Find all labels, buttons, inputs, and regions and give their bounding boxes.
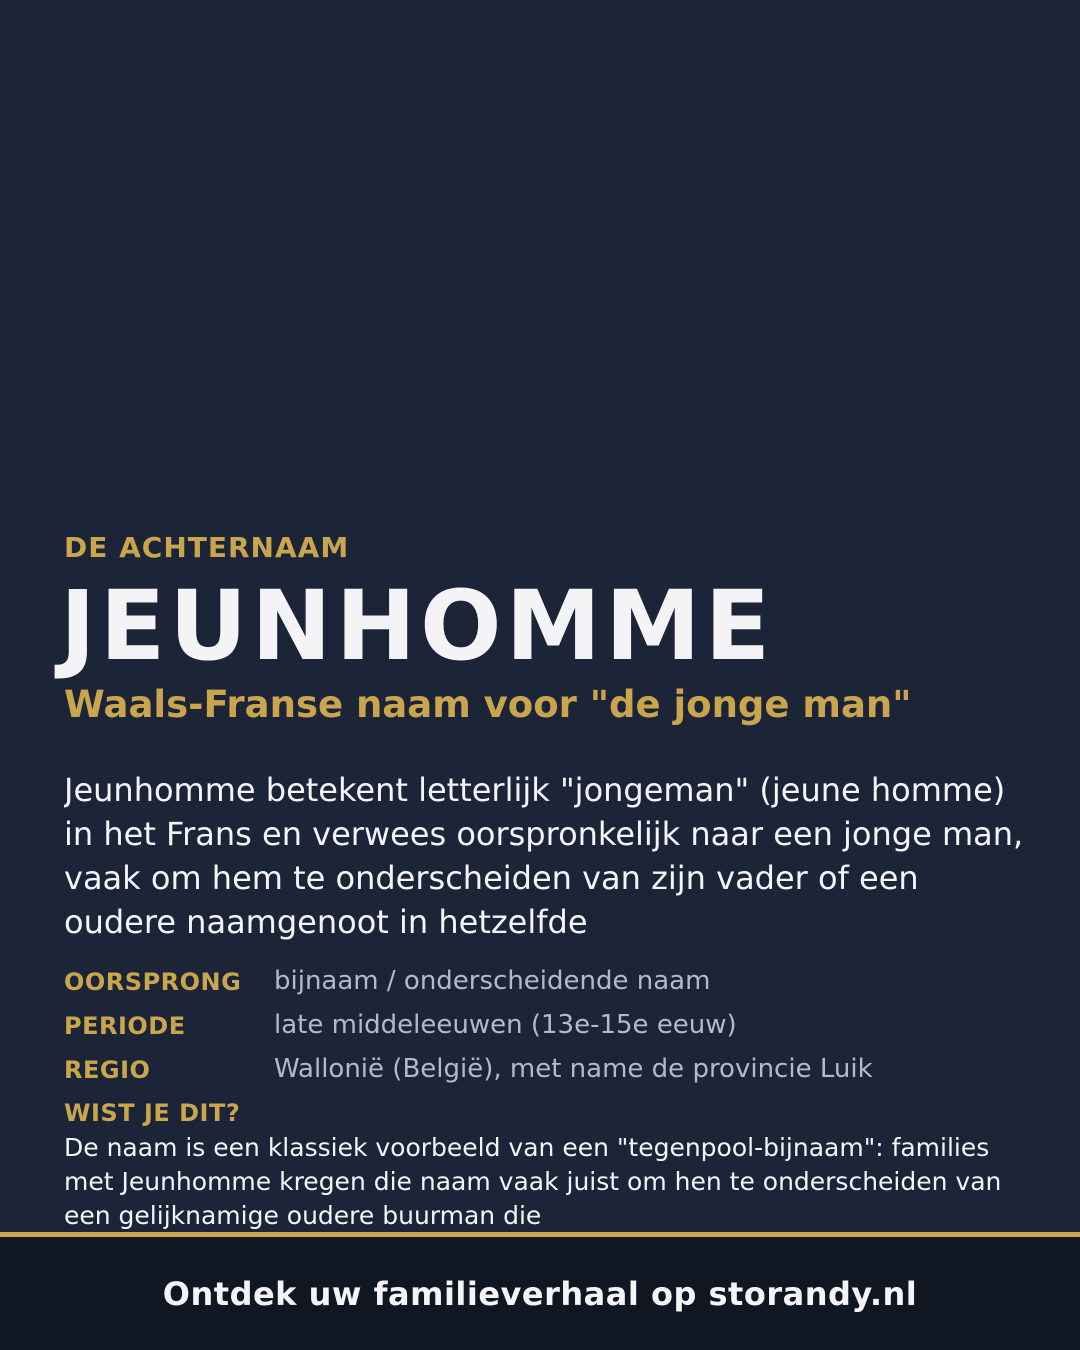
facts-list (64, 963, 1024, 1095)
fact-row-origin (64, 963, 1024, 1007)
fact-row-period (64, 1007, 1024, 1051)
fact-label: PERIODE (64, 1012, 186, 1040)
fact-value: Wallonië (België), met name de provincie Luik (274, 1054, 873, 1084)
footer-cta-text: Ontdek uw familieverhaal op storandy.nl (162, 1274, 918, 1313)
fact-label: OORSPRONG (64, 968, 242, 996)
surname-title: JEUNHOMME (60, 570, 775, 682)
fact-value: bijnaam / onderscheidende naam (274, 966, 711, 996)
fact-label: REGIO (64, 1056, 151, 1084)
trivia-heading: WIST JE DIT? (64, 1099, 241, 1127)
fact-value: late middeleeuwen (13e-15e eeuw) (274, 1010, 737, 1040)
footer-bar (0, 1237, 1080, 1350)
fact-row-region (64, 1051, 1024, 1095)
eyebrow-label: DE ACHTERNAAM (64, 531, 350, 564)
surname-description: Jeunhomme betekent letterlijk "jongeman" (jeune homme) in het Frans en verwees oorspronkelijk naar een jonge man, vaak om hem te onderscheiden van zijn vader of een oudere naamgenoot in hetzelfde (64, 771, 1024, 941)
surname-subtitle: Waals-Franse naam voor "de jonge man" (64, 683, 912, 726)
trivia-text: De naam is een klassiek voorbeeld van een "tegenpool-bijnaam": families met Jeunhomme kregen die naam vaak juist om hen te onderscheiden van een gelijknamige oudere buurman die (64, 1133, 1002, 1230)
